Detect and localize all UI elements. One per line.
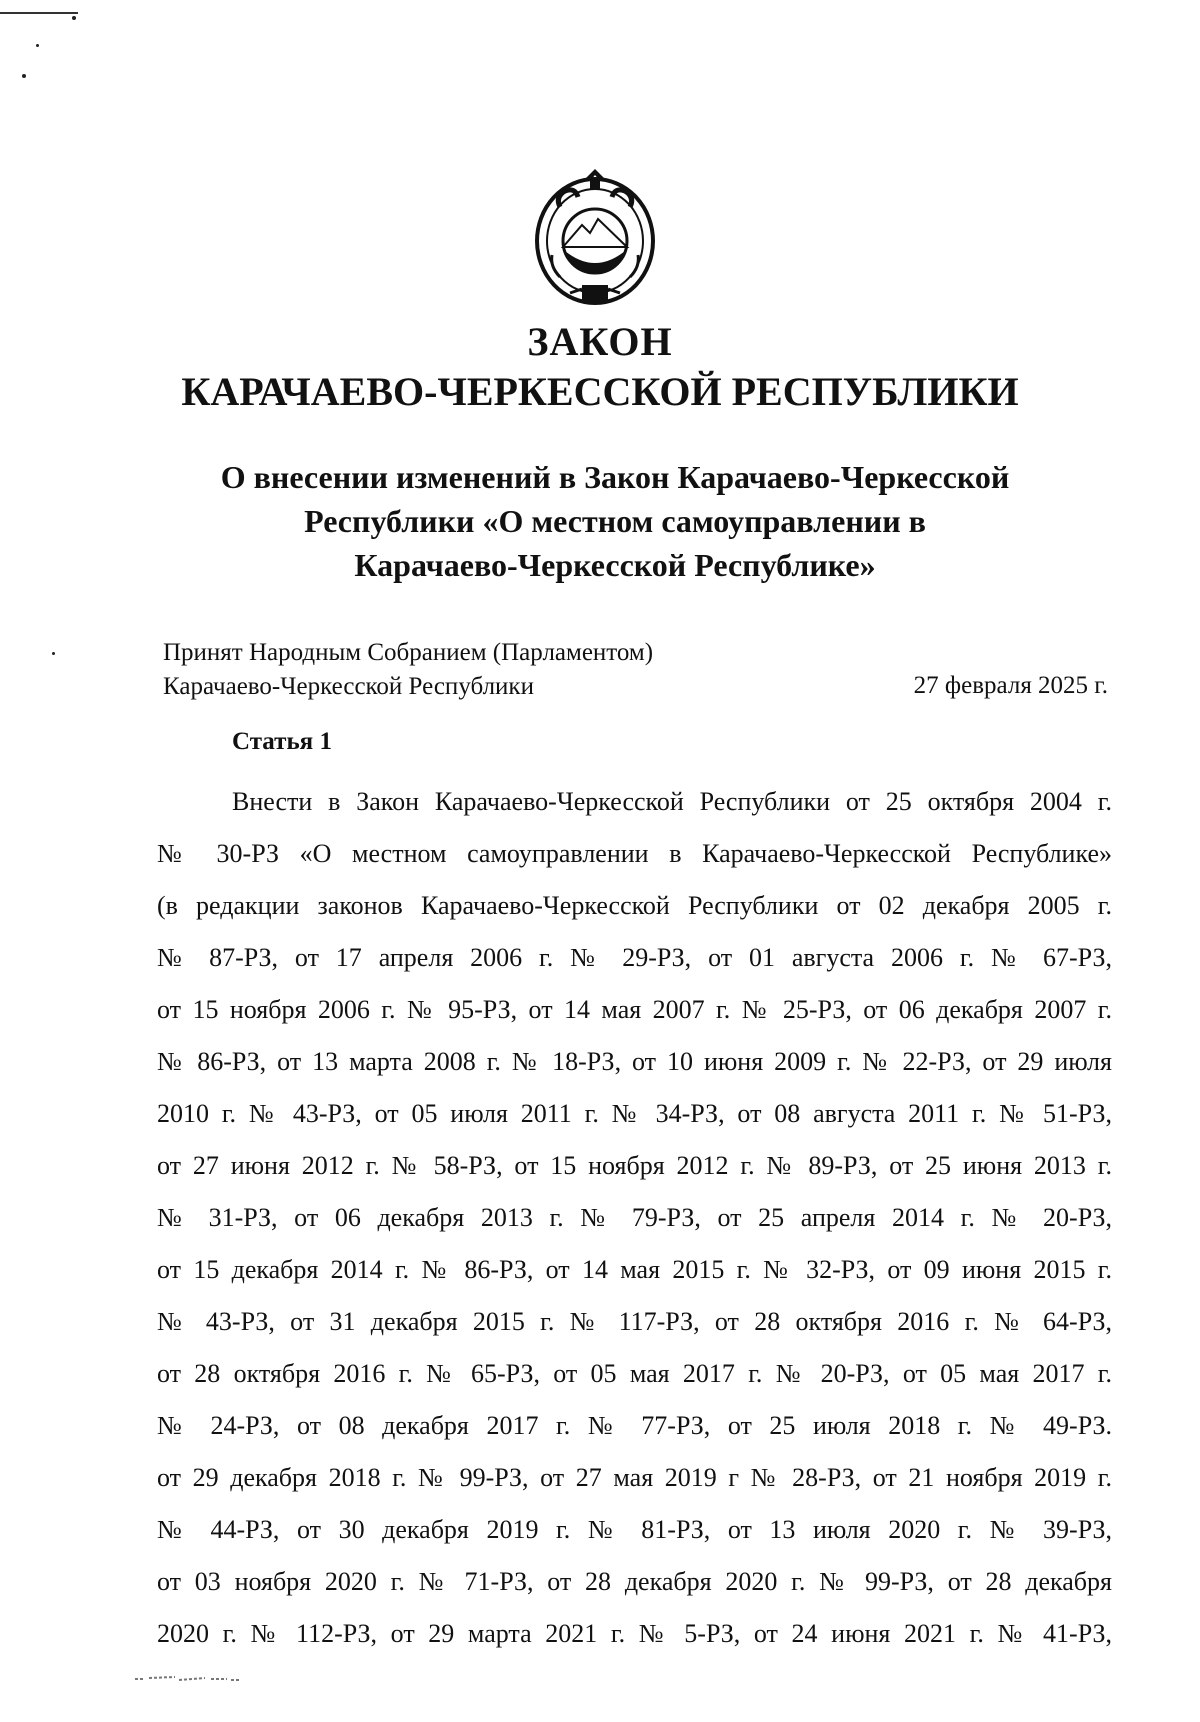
body-line: от 15 декабря 2014 г. № 86-РЗ, от 14 мая 2015 г. № 32-РЗ, от 09 июня 2015 г. [157,1255,1112,1284]
body-line: от 15 ноября 2006 г. № 95-РЗ, от 14 мая 2007 г. № 25-РЗ, от 06 декабря 2007 г. [157,995,1112,1024]
adopted-date: 27 февраля 2025 г. [913,672,1108,699]
body-line: (в редакции законов Карачаево-Черкесской Республики от 02 декабря 2005 г. [157,891,1112,920]
subtitle-line: Республики «О местном самоуправлении в [304,503,926,539]
subtitle-line: Карачаево-Черкесской Республике» [354,547,876,583]
law-title: ЗАКОН [527,319,673,364]
body-line: от 28 октября 2016 г. № 65-РЗ, от 05 мая 2017 г. № 20-РЗ, от 05 мая 2017 г. [157,1359,1112,1388]
body-line: № 43-РЗ, от 31 декабря 2015 г. № 117-РЗ, от 28 октября 2016 г. № 64-РЗ, [157,1307,1112,1336]
scan-artifact-line [0,12,78,14]
body-line: № 87-РЗ, от 17 апреля 2006 г. № 29-РЗ, от 01 августа 2006 г. № 67-РЗ, [157,943,1112,972]
body-line: Внести в Закон Карачаево-Черкесской Республики от 25 октября 2004 г. [232,787,1112,816]
body-line: 2010 г. № 43-РЗ, от 05 июля 2011 г. № 34-РЗ, от 08 августа 2011 г. № 51-РЗ, [157,1099,1112,1128]
coat-of-arms-emblem [530,167,660,309]
adopted-by [163,636,653,704]
article-body [157,776,1112,1660]
body-line: № 30-РЗ «О местном самоуправлении в Карачаево-Черкесской Республике» [157,839,1112,868]
scan-artifact-dot [36,44,39,47]
body-line: № 86-РЗ, от 13 марта 2008 г. № 18-РЗ, от 10 июня 2009 г. № 22-РЗ, от 29 июля [157,1047,1112,1076]
body-line: № 31-РЗ, от 06 декабря 2013 г. № 79-РЗ, от 25 апреля 2014 г. № 20-РЗ, [157,1203,1112,1232]
stamp-artifact [135,1674,245,1684]
law-subtitle [150,455,1080,587]
adopted-by-line: Принят Народным Собранием (Парламентом) [163,639,654,666]
body-line: от 27 июня 2012 г. № 58-РЗ, от 15 ноября 2012 г. № 89-РЗ, от 25 июня 2013 г. [157,1151,1112,1180]
body-line: № 44-РЗ, от 30 декабря 2019 г. № 81-РЗ, от 13 июля 2020 г. № 39-РЗ, [157,1515,1112,1544]
body-line: № 24-РЗ, от 08 декабря 2017 г. № 77-РЗ, от 25 июля 2018 г. № 49-РЗ. [157,1411,1112,1440]
body-line: от 29 декабря 2018 г. № 99-РЗ, от 27 мая 2019 г № 28-РЗ, от 21 ноября 2019 г. [157,1463,1112,1492]
article-heading: Статья 1 [232,728,332,755]
scan-artifact-dot [72,16,76,20]
scan-artifact-dot [22,74,26,78]
subtitle-line: О внесении изменений в Закон Карачаево-Черкесской [220,459,1010,495]
scan-artifact-dot [52,652,55,655]
body-line: от 03 ноября 2020 г. № 71-РЗ, от 28 декабря 2020 г. № 99-РЗ, от 28 декабря [157,1567,1112,1596]
republic-title: КАРАЧАЕВО-ЧЕРКЕССКОЙ РЕСПУБЛИКИ [181,369,1019,414]
adopted-by-line: Карачаево-Черкесской Республики [163,673,534,700]
body-line: 2020 г. № 112-РЗ, от 29 марта 2021 г. № 5-РЗ, от 24 июня 2021 г. № 41-РЗ, [157,1619,1112,1648]
